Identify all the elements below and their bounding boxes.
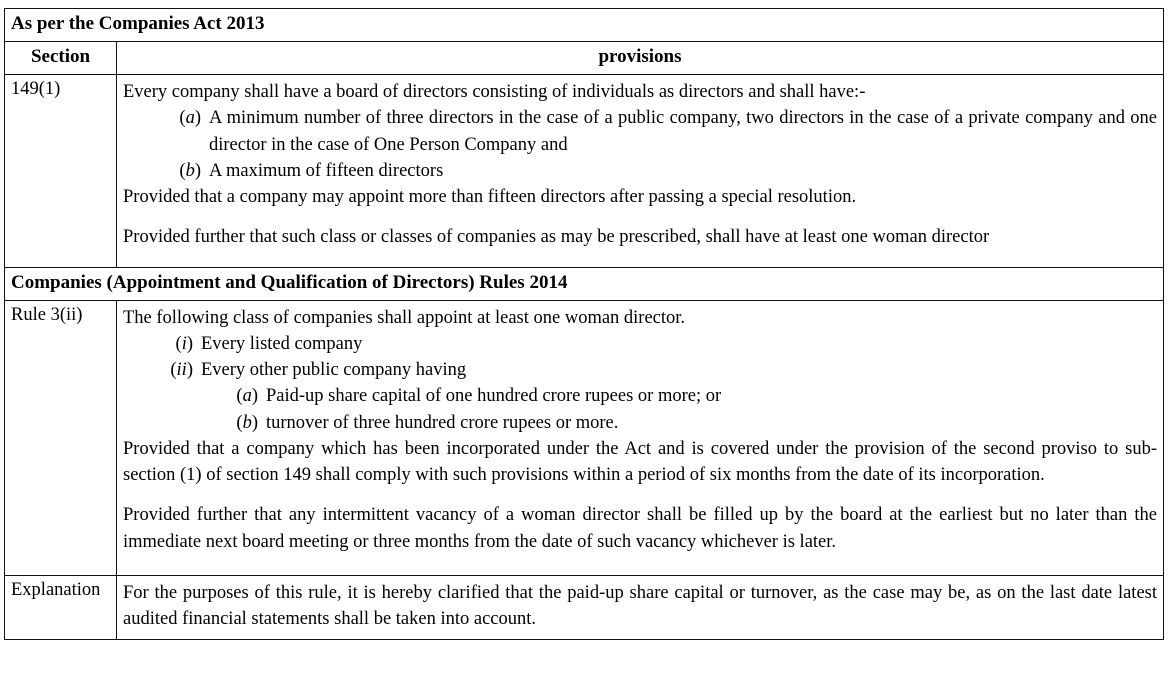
companies-act-table bbox=[4, 8, 1164, 640]
rule-intro: The following class of companies shall appoint at least one woman director. bbox=[123, 307, 686, 328]
header-section: Section bbox=[5, 42, 117, 75]
paragraph-spacer bbox=[123, 210, 1157, 224]
rule-list bbox=[123, 331, 1157, 436]
provisions-explanation bbox=[117, 575, 1164, 639]
list-item bbox=[123, 410, 1157, 436]
list-item bbox=[123, 105, 1157, 158]
list-marker-ii: (ii) bbox=[170, 360, 193, 381]
list-item-text: A maximum of fifteen directors bbox=[209, 160, 444, 181]
section-149-intro: Every company shall have a board of directors consisting of individuals as directors and shall have:- bbox=[123, 82, 866, 102]
list-item-text: A minimum number of three directors in the case of a public company, two directors in the case of a private company and one director in the case of One Person Company and bbox=[209, 108, 1157, 155]
section-149-list bbox=[123, 105, 1157, 184]
provisions-149 bbox=[117, 75, 1164, 268]
provisions-rule3ii bbox=[117, 300, 1164, 575]
list-item-text: Paid-up share capital of one hundred crore rupees or more; or bbox=[266, 386, 722, 407]
list-item bbox=[123, 158, 1157, 184]
list-marker-b: (b) bbox=[236, 412, 258, 433]
list-item bbox=[123, 357, 1157, 383]
paragraph-spacer bbox=[123, 488, 1157, 502]
list-marker-i: (i) bbox=[175, 333, 193, 354]
table-row bbox=[5, 75, 1164, 268]
section-number-149: 149(1) bbox=[5, 75, 117, 268]
list-marker-a: (a) bbox=[179, 108, 201, 129]
rule-proviso: Provided that a company which has been incorporated under the Act and is covered under the provision of the second proviso to sub-section (1) of section 149 shall comply with such provisions within a period of six months from the date of its incorporation. bbox=[123, 438, 1157, 486]
cell-bottom-pad bbox=[123, 555, 1157, 569]
table-row bbox=[5, 575, 1164, 639]
list-item-text: Every other public company having bbox=[201, 360, 467, 381]
explanation-text: For the purposes of this rule, it is hereby clarified that the paid-up share capital or turnover, as the case may be, as on the last date latest audited financial statements shall be taken into account. bbox=[123, 582, 1157, 630]
table-row bbox=[5, 300, 1164, 575]
list-item-text: Every listed company bbox=[201, 333, 363, 354]
list-marker-b: (b) bbox=[179, 160, 201, 181]
list-item bbox=[123, 331, 1157, 357]
list-marker-a: (a) bbox=[236, 386, 258, 407]
list-item bbox=[123, 383, 1157, 409]
list-item-text: turnover of three hundred crore rupees or more. bbox=[266, 412, 619, 433]
rule-further-proviso: Provided further that any intermittent vacancy of a woman director shall be filled up by the board at the earliest but no later than the immediate next board meeting or three months from the date of such vacancy whichever is later. bbox=[123, 505, 1157, 552]
rules-title-row bbox=[5, 267, 1164, 300]
act-title-row bbox=[5, 9, 1164, 42]
section-number-rule3ii: Rule 3(ii) bbox=[5, 300, 117, 575]
rules-title: Companies (Appointment and Qualification of Directors) Rules 2014 bbox=[5, 267, 1164, 300]
section-149-further-proviso: Provided further that such class or classes of companies as may be prescribed, shall have at least one woman director bbox=[123, 227, 990, 248]
section-label-explanation: Explanation bbox=[5, 575, 117, 639]
act-title: As per the Companies Act 2013 bbox=[5, 9, 1164, 42]
section-149-proviso: Provided that a company may appoint more than fifteen directors after passing a special resolution. bbox=[123, 187, 857, 208]
header-provisions: provisions bbox=[117, 42, 1164, 75]
cell-bottom-pad bbox=[123, 251, 1157, 261]
column-header-row bbox=[5, 42, 1164, 75]
